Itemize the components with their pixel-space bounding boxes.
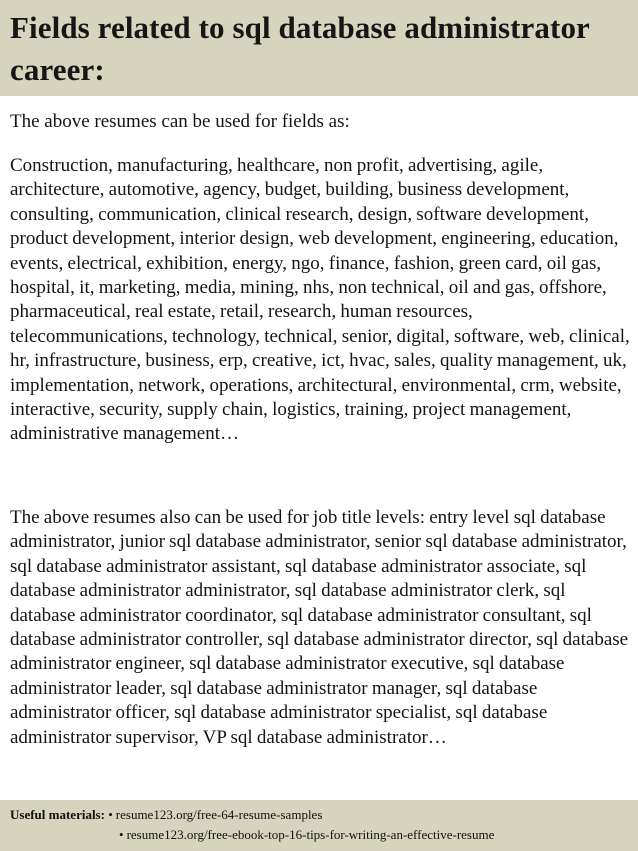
page-title: Fields related to sql database administrator career: xyxy=(10,10,590,87)
footer-row-1 xyxy=(10,805,628,825)
job-levels-paragraph: The above resumes also can be used for job title levels: entry level sql database administrator, junior sql database administrator, senior sql database administrator, sql database administrator assistant, sql database administrator associate, sql database administrator administrator, sql database administrator clerk, sql database administrator coordinator, sql database administrator consultant, sql database administrator controller, sql database administrator director, sql database administrator engineer, sql database administrator executive, sql database administrator leader, sql database administrator manager, sql database administrator officer, sql database administrator specialist, sql database administrator supervisor, VP sql database administrator… xyxy=(10,507,629,748)
useful-materials-label xyxy=(10,807,105,822)
useful-materials-colon: : xyxy=(100,807,105,822)
footer-banner xyxy=(0,800,638,851)
footer-link-ebook[interactable]: resume123.org/free-ebook-top-16-tips-for-writing-an-effective-resume xyxy=(126,827,495,842)
footer-row-2 xyxy=(10,825,628,845)
bullet-icon: • xyxy=(108,807,113,822)
intro-text: The above resumes can be used for fields as: xyxy=(10,111,350,132)
fields-list: Construction, manufacturing, healthcare, non profit, advertising, agile, architecture, automotive, agency, budget, building, business development, consulting, communication, clinical research, design, software development, product development, interior design, web development, engineering, education, events, electrical, exhibition, energy, ngo, finance, fashion, green card, oil gas, hospital, it, marketing, media, mining, nhs, non technical, oil and gas, offshore, pharmaceutical, real estate, retail, research, human resources, telecommunications, technology, technical, senior, digital, software, web, clinical, hr, infrastructure, business, erp, creative, ict, hvac, sales, quality management, uk, implementation, network, operations, architectural, environmental, crm, website, interactive, security, supply chain, logistics, training, project management, administrative management… xyxy=(10,155,630,445)
bullet-icon: • xyxy=(119,827,124,842)
main-content xyxy=(10,110,632,748)
useful-materials-label-text: Useful materials xyxy=(10,807,101,822)
header-banner xyxy=(0,0,638,96)
footer-link-samples[interactable]: resume123.org/free-64-resume-samples xyxy=(115,807,323,822)
